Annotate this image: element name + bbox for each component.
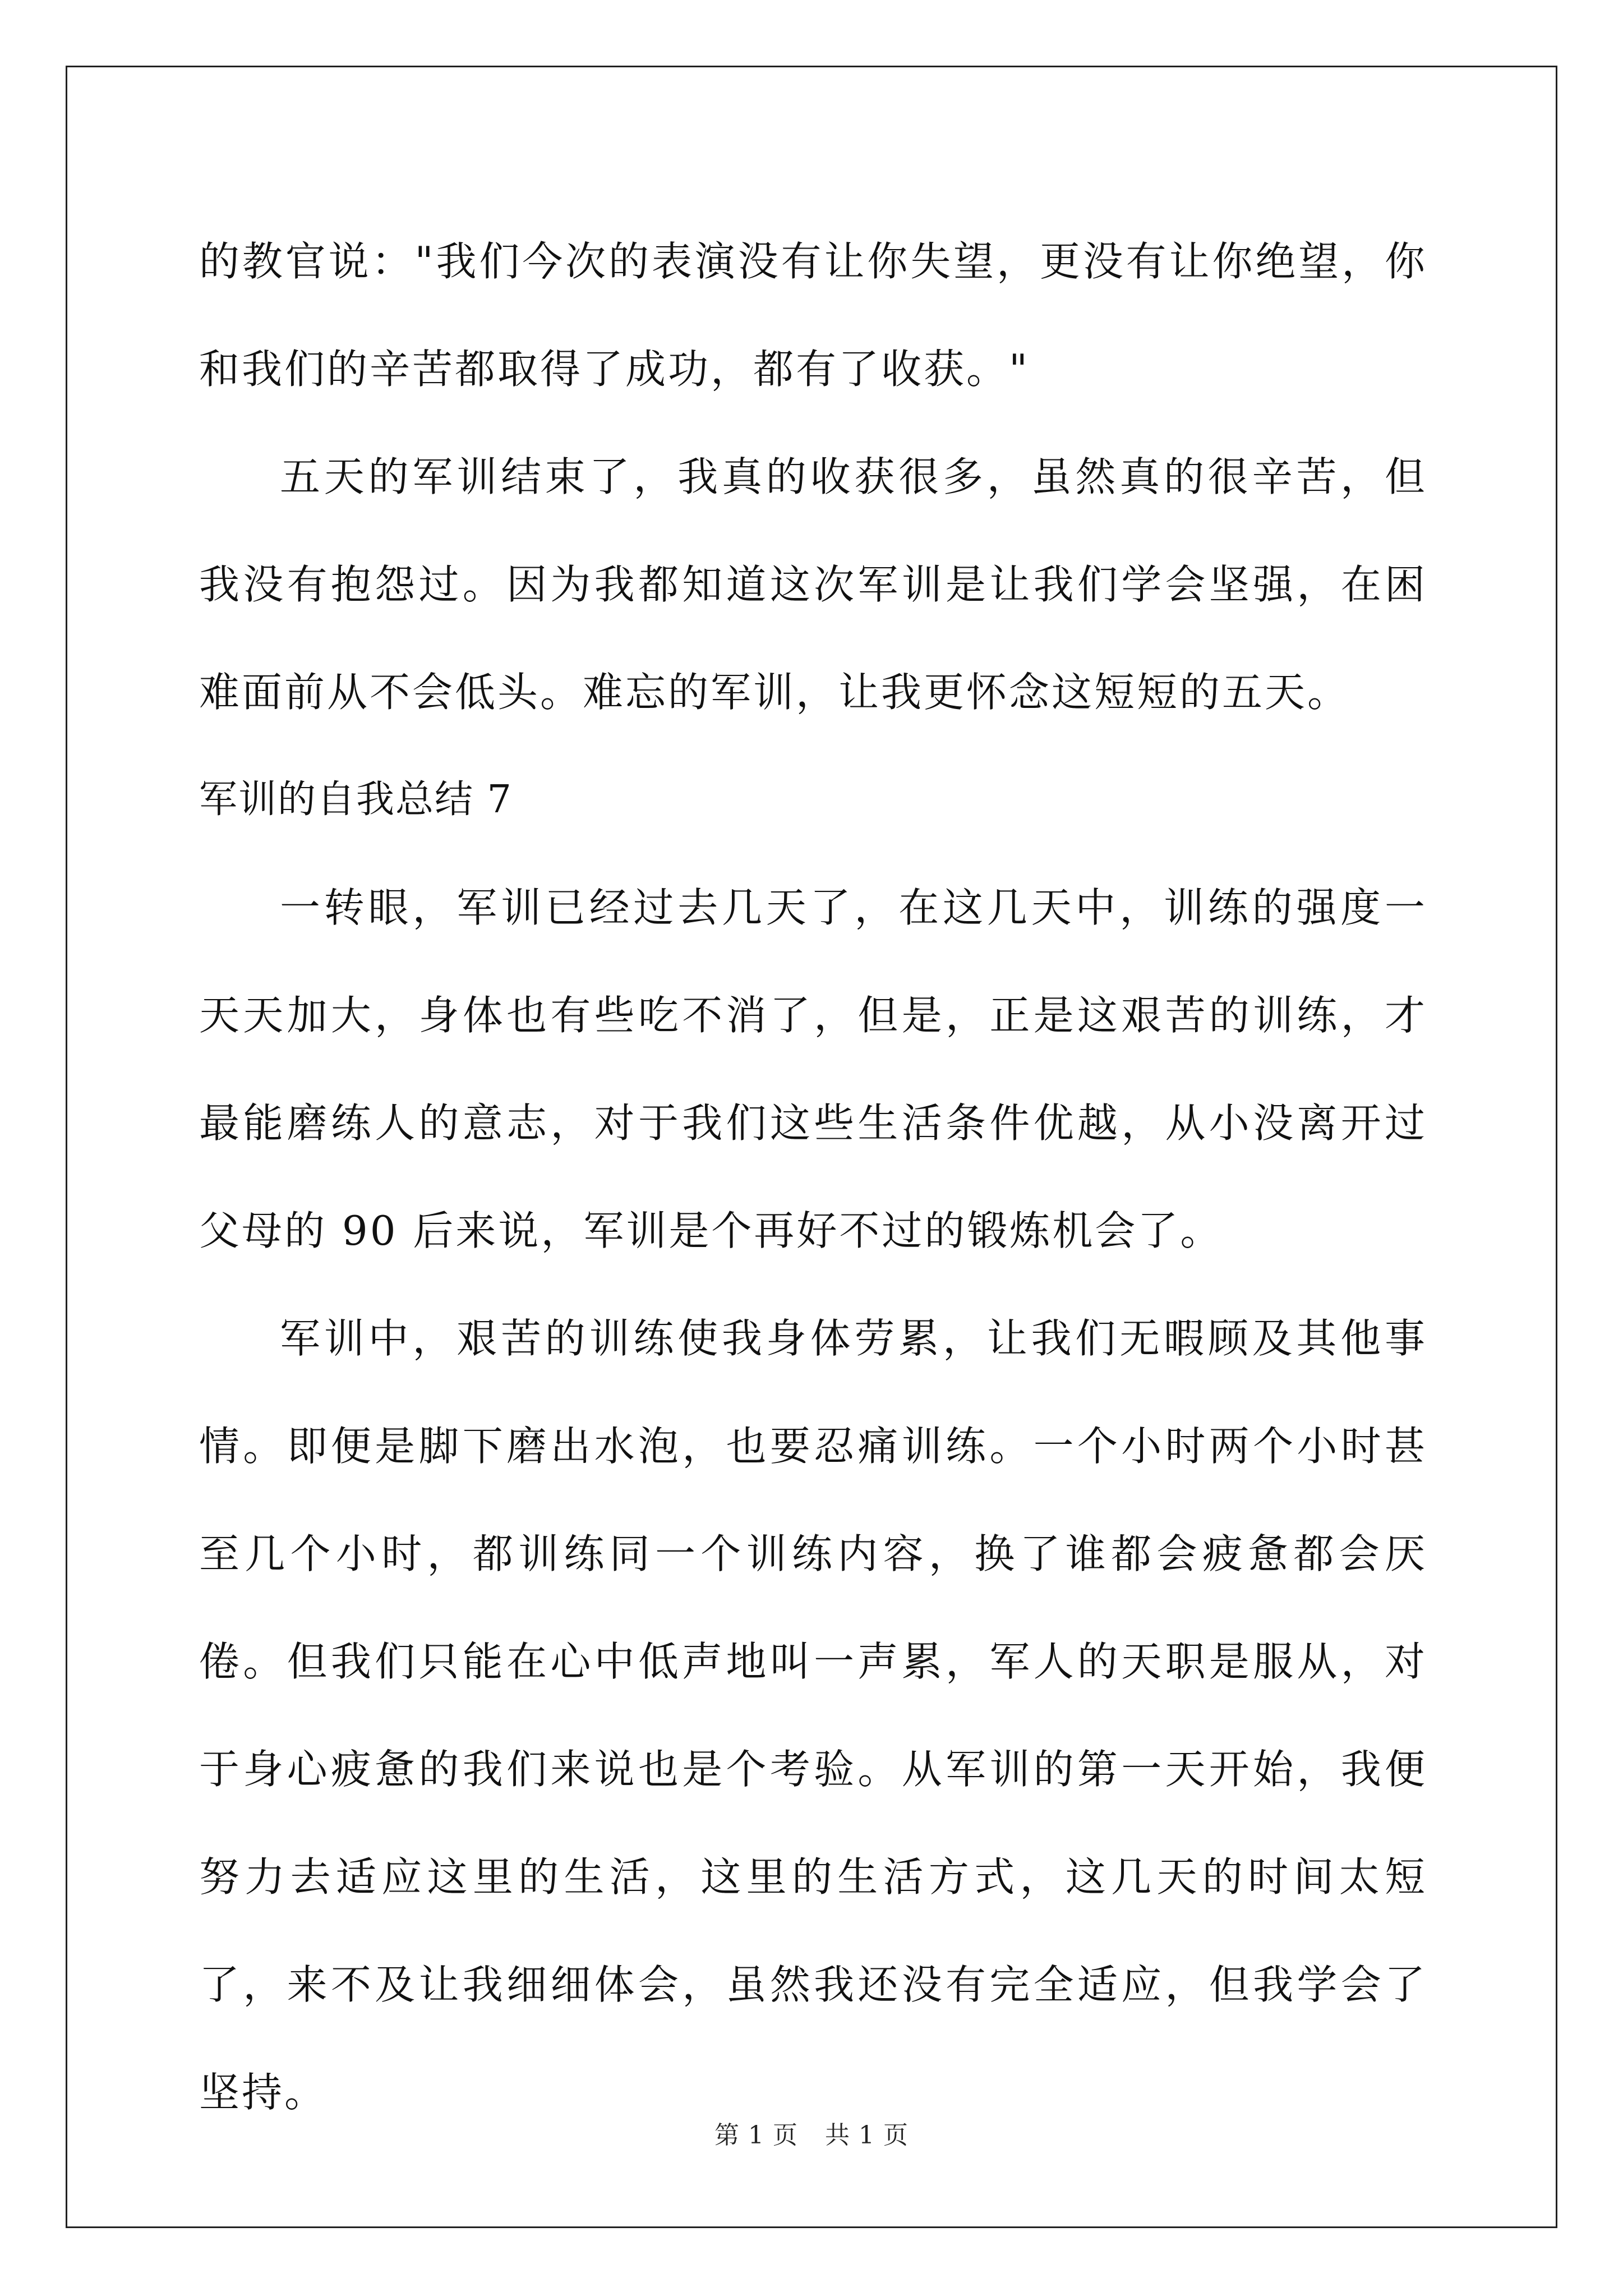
paragraph: 五天的军训结束了，我真的收获很多，虽然真的很辛苦，但我没有抱怨过。因为我都知道这次军训是让我们学会坚强，在困难面前从不会低头。难忘的军训，让我更怀念这短短的五天。 xyxy=(199,453,1427,716)
paragraph-continued: 的教官说："我们今次的表演没有让你失望，更没有让你绝望，你和我们的辛苦都取得了成功，都有了收获。" xyxy=(199,238,1427,393)
paragraph: 一转眼，军训已经过去几天了，在这几天中，训练的强度一天天加大，身体也有些吃不消了，但是，正是这艰苦的训练，才最能磨练人的意志，对于我们这些生活条件优越，从小没离开过父母的 90 后来说，军训是个再好不过的锻炼机会了。 xyxy=(199,884,1427,1254)
paragraph: 军训中，艰苦的训练使我身体劳累，让我们无暇顾及其他事情。即便是脚下磨出水泡，也要忍痛训练。一个小时两个小时甚至几个小时，都训练同一个训练内容，换了谁都会疲惫都会厌倦。但我们只能在心中低声地叫一声累，军人的天职是服从，对于身心疲惫的我们来说也是个考验。从军训的第一天开始，我便努力去适应这里的生活，这里的生活方式，这几天的时间太短了，来不及让我细细体会，虽然我还没有完全适应，但我学会了坚持。 xyxy=(199,1315,1427,2116)
page-footer xyxy=(0,2115,1623,2151)
page-total: 共 1 页 xyxy=(825,2121,909,2150)
page-number: 第 1 页 xyxy=(714,2121,798,2150)
document-body xyxy=(199,208,1427,2146)
section-heading: 军训的自我总结 7 xyxy=(199,777,513,822)
